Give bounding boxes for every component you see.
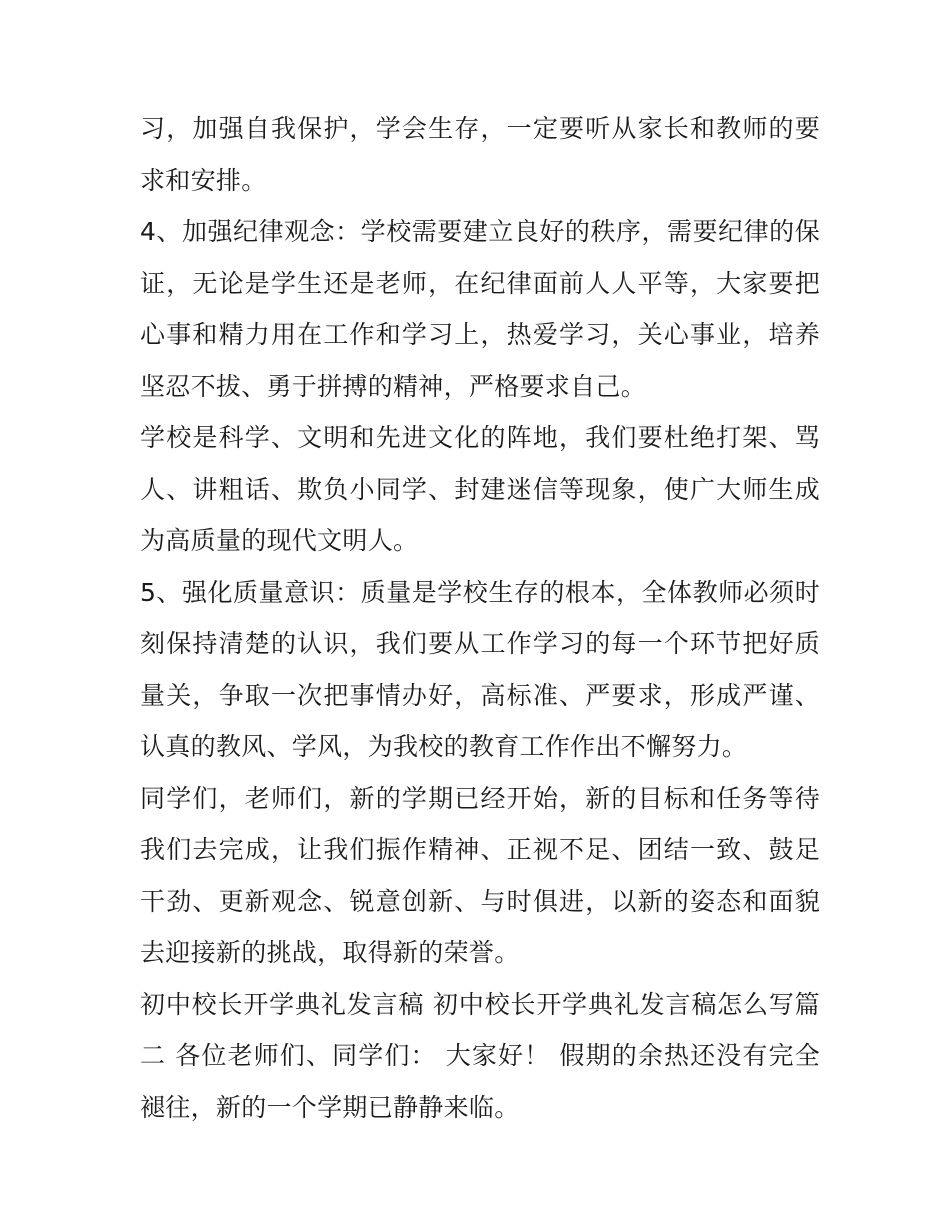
paragraph-civilization: 学校是科学、文明和先进文化的阵地，我们要杜绝打架、骂人、讲粗话、欺负小同学、封建迷信等现象，使广大师生成为高质量的现代文明人。 — [140, 423, 820, 555]
paragraph-new-semester: 同学们，老师们，新的学期已经开始，新的目标和任务等待我们去完成，让我们振作精神、正视不足、团结一致、鼓足干劲、更新观念、锐意创新、与时俱进，以新的姿态和面貌去迎接新的挑战，取得新的荣誉。 — [140, 783, 820, 967]
paragraph-quality: 5、强化质量意识：质量是学校生存的根本，全体教师必须时刻保持清楚的认识，我们要从工作学习的每一个环节把好质量关，争取一次把事情办好，高标准、严要求，形成严谨、认真的教风、学风，为我校的教育工作作出不懈努力。 — [140, 577, 820, 761]
paragraph-speech-two-intro: 初中校长开学典礼发言稿 初中校长开学典礼发言稿怎么写篇二 各位老师们、同学们： 大家好！ 假期的余热还没有完全褪往，新的一个学期已静静来临。 — [140, 989, 820, 1122]
paragraph-discipline: 4、加强纪律观念：学校需要建立良好的秩序，需要纪律的保证，无论是学生还是老师，在纪律面前人人平等，大家要把心事和精力用在工作和学习上，热爱学习，关心事业，培养坚忍不拔、勇于拼搏的精神，严格要求自己。 — [140, 217, 820, 401]
document-body — [140, 103, 820, 1133]
paragraph-safety: 习，加强自我保护，学会生存，一定要听从家长和教师的要求和安排。 — [140, 114, 820, 195]
